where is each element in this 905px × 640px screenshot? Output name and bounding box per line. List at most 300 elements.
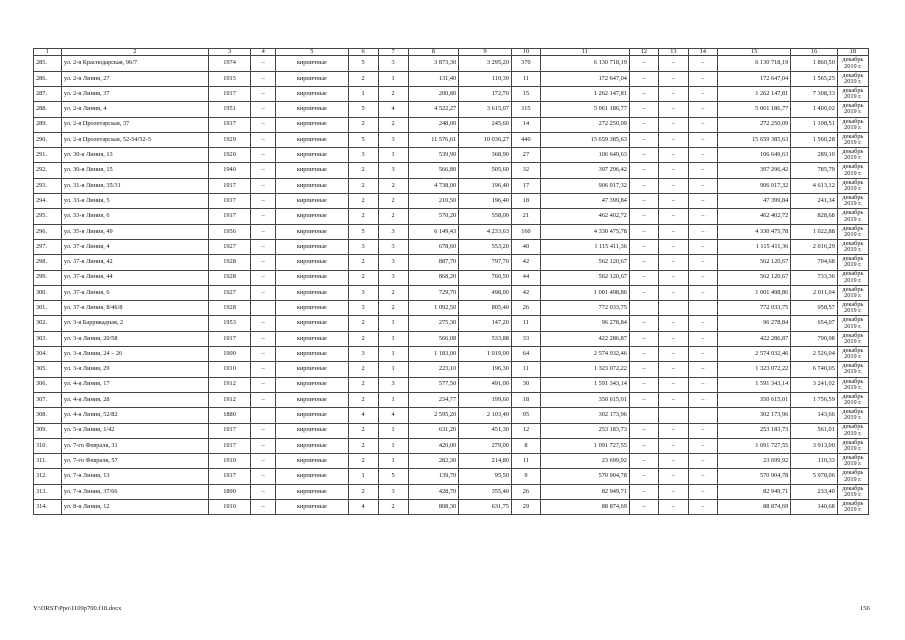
address-cell: ул. 5-я Линия, 1/42 [61, 423, 208, 438]
total-area-cell: 282,30 [408, 454, 459, 469]
residents-cell: 370 [511, 56, 540, 71]
planned-date-cell: декабрь 2019 г. [837, 194, 868, 209]
unit-cost-cell: 1 860,50 [791, 56, 838, 71]
residents-cell: 40 [511, 239, 540, 254]
address-cell: ул. 3-я Линия, 20/58 [61, 331, 208, 346]
row-number-cell: 312. [34, 469, 62, 484]
unit-cost-cell: 4 613,12 [791, 178, 838, 193]
owner-share-cell: – [688, 392, 717, 407]
unit-cost-cell: 733,36 [791, 270, 838, 285]
floors-cell: 4 [348, 408, 378, 423]
budget-share-cell: – [658, 132, 688, 147]
fund-share-cell: – [629, 377, 658, 392]
total-cost-cell: 96 278,84 [540, 316, 629, 331]
unit-cost-cell: 1 560,28 [791, 132, 838, 147]
total-area-cell: 539,90 [408, 148, 459, 163]
entrances-cell: 3 [378, 239, 408, 254]
column-number-1: 1 [34, 49, 62, 56]
budget-share-cell [658, 301, 688, 316]
living-area-cell: 4 233,63 [459, 224, 512, 239]
address-cell: ул. 31-я Линия, 35/31 [61, 178, 208, 193]
table-row [34, 270, 869, 285]
table-row [34, 454, 869, 469]
page-number: 156 [860, 605, 870, 612]
year-built-cell: 1927 [208, 285, 250, 300]
total-area-cell: 428,70 [408, 484, 459, 499]
residents-cell: 32 [511, 163, 540, 178]
living-area-cell: 199,60 [459, 392, 512, 407]
unit-cost-cell: 233,40 [791, 484, 838, 499]
planned-date-cell: декабрь 2019 г. [837, 163, 868, 178]
residents-cell: 95 [511, 408, 540, 423]
total-area-cell: 234,77 [408, 392, 459, 407]
residents-cell: 33 [511, 331, 540, 346]
address-cell: ул. 37-я Линия, 6 [61, 285, 208, 300]
floors-cell: 1 [348, 469, 378, 484]
row-number-cell: 297. [34, 239, 62, 254]
living-area-cell: 368,90 [459, 148, 512, 163]
wall-material-cell: кирпичные [276, 454, 348, 469]
unit-cost-cell: 704,68 [791, 255, 838, 270]
year-reconstructed-cell [251, 301, 276, 316]
wall-material-cell: кирпичные [276, 285, 348, 300]
budget-share-cell: – [658, 362, 688, 377]
wall-material-cell: кирпичные [276, 56, 348, 71]
planned-date-cell: декабрь 2019 г. [837, 56, 868, 71]
floors-cell: 4 [348, 500, 378, 515]
column-number-18: 18 [837, 49, 868, 56]
floors-cell: 2 [348, 255, 378, 270]
budget-share-cell: – [658, 469, 688, 484]
column-number-16: 16 [791, 49, 838, 56]
living-area-cell: 797,70 [459, 255, 512, 270]
total-cost-cell: 272 250,09 [540, 117, 629, 132]
total-cost-cell: 906 017,32 [540, 178, 629, 193]
wall-material-cell: кирпичные [276, 132, 348, 147]
year-reconstructed-cell: – [251, 392, 276, 407]
planned-date-cell: декабрь 2019 г. [837, 392, 868, 407]
entrances-cell: 1 [378, 347, 408, 362]
year-reconstructed-cell: – [251, 331, 276, 346]
table-row [34, 392, 869, 407]
year-reconstructed-cell: – [251, 132, 276, 147]
budget-share-cell: – [658, 423, 688, 438]
living-area-cell: 3 295,20 [459, 56, 512, 71]
wall-material-cell: кирпичные [276, 209, 348, 224]
total-area-cell: 139,70 [408, 469, 459, 484]
fund-share-cell: – [629, 454, 658, 469]
owner-funds-cell: 1 262 147,81 [717, 86, 790, 101]
entrances-cell: 2 [378, 178, 408, 193]
entrances-cell: 1 [378, 71, 408, 86]
owner-share-cell: – [688, 331, 717, 346]
total-area-cell: 200,80 [408, 86, 459, 101]
row-number-cell: 309. [34, 423, 62, 438]
row-number-cell: 295. [34, 209, 62, 224]
row-number-cell: 290. [34, 132, 62, 147]
floors-cell: 3 [348, 301, 378, 316]
planned-date-cell: декабрь 2019 г. [837, 331, 868, 346]
entrances-cell: 1 [378, 423, 408, 438]
planned-date-cell: декабрь 2019 г. [837, 484, 868, 499]
owner-funds-cell: 422 286,87 [717, 331, 790, 346]
living-area-cell: 498,00 [459, 285, 512, 300]
column-number-12: 12 [629, 49, 658, 56]
budget-share-cell: – [658, 347, 688, 362]
owner-funds-cell: 350 615,01 [717, 392, 790, 407]
residents-cell: 160 [511, 224, 540, 239]
year-reconstructed-cell [251, 408, 276, 423]
owner-share-cell: – [688, 255, 717, 270]
living-area-cell: 95,50 [459, 469, 512, 484]
address-cell: ул. 3-я Баррикадная, 2 [61, 316, 208, 331]
entrances-cell: 3 [378, 163, 408, 178]
unit-cost-cell: 289,10 [791, 148, 838, 163]
total-cost-cell: 570 904,78 [540, 469, 629, 484]
total-area-cell: 808,30 [408, 500, 459, 515]
planned-date-cell: декабрь 2019 г. [837, 224, 868, 239]
table-row [34, 316, 869, 331]
unit-cost-cell: 6 740,05 [791, 362, 838, 377]
wall-material-cell: кирпичные [276, 438, 348, 453]
residents-cell: 42 [511, 255, 540, 270]
column-number-4: 4 [251, 49, 276, 56]
fund-share-cell: – [629, 423, 658, 438]
file-path-footer: Y:\ORST\Ppo\1109p700.f18.docx [33, 605, 122, 612]
total-cost-cell: 1 323 072,22 [540, 362, 629, 377]
planned-date-cell: декабрь 2019 г. [837, 301, 868, 316]
owner-share-cell: – [688, 469, 717, 484]
wall-material-cell: кирпичные [276, 239, 348, 254]
total-cost-cell: 23 699,92 [540, 454, 629, 469]
year-built-cell: 1940 [208, 163, 250, 178]
year-built-cell: 1910 [208, 454, 250, 469]
residents-cell: 42 [511, 285, 540, 300]
address-cell: ул. 3-я Линия, 24 – 26 [61, 347, 208, 362]
total-area-cell: 678,60 [408, 239, 459, 254]
planned-date-cell: декабрь 2019 г. [837, 71, 868, 86]
living-area-cell: 451,30 [459, 423, 512, 438]
year-reconstructed-cell: – [251, 377, 276, 392]
year-built-cell: 1917 [208, 117, 250, 132]
budget-share-cell: – [658, 209, 688, 224]
total-area-cell: 566,08 [408, 331, 459, 346]
residents-cell: 14 [511, 117, 540, 132]
owner-share-cell: – [688, 71, 717, 86]
fund-share-cell: – [629, 86, 658, 101]
residents-cell: 30 [511, 377, 540, 392]
fund-share-cell: – [629, 255, 658, 270]
year-reconstructed-cell: – [251, 102, 276, 117]
table-row [34, 71, 869, 86]
floors-cell: 3 [348, 285, 378, 300]
residents-cell: 44 [511, 270, 540, 285]
owner-share-cell: – [688, 86, 717, 101]
row-number-cell: 289. [34, 117, 62, 132]
year-reconstructed-cell: – [251, 86, 276, 101]
owner-funds-cell: 6 130 718,19 [717, 56, 790, 71]
unit-cost-cell: 785,79 [791, 163, 838, 178]
living-area-cell: 10 036,27 [459, 132, 512, 147]
address-cell: ул. 7-я Линия, 37/66 [61, 484, 208, 499]
row-number-cell: 287. [34, 86, 62, 101]
living-area-cell: 196,40 [459, 178, 512, 193]
living-area-cell: 196,40 [459, 194, 512, 209]
address-cell: ул. 2-я Линия, 4 [61, 102, 208, 117]
wall-material-cell: кирпичные [276, 377, 348, 392]
table-row [34, 209, 869, 224]
total-cost-cell: 47 399,84 [540, 194, 629, 209]
budget-share-cell: – [658, 224, 688, 239]
owner-funds-cell: 2 574 032,46 [717, 347, 790, 362]
budget-share-cell: – [658, 178, 688, 193]
total-area-cell: 1 183,00 [408, 347, 459, 362]
row-number-cell: 304. [34, 347, 62, 362]
row-number-cell: 307. [34, 392, 62, 407]
owner-share-cell: – [688, 163, 717, 178]
entrances-cell: 3 [378, 270, 408, 285]
address-cell: ул. 35-я Линия, 49 [61, 224, 208, 239]
living-area-cell: 3 615,07 [459, 102, 512, 117]
entrances-cell: 3 [378, 224, 408, 239]
living-area-cell: 279,00 [459, 438, 512, 453]
row-number-cell: 313. [34, 484, 62, 499]
living-area-cell: 245,60 [459, 117, 512, 132]
wall-material-cell: кирпичные [276, 347, 348, 362]
owner-funds-cell: 23 699,92 [717, 454, 790, 469]
address-cell: ул. 37-я Линия, 8/46/8 [61, 301, 208, 316]
wall-material-cell: кирпичные [276, 484, 348, 499]
planned-date-cell: декабрь 2019 г. [837, 132, 868, 147]
table-row [34, 86, 869, 101]
entrances-cell: 5 [378, 469, 408, 484]
living-area-cell: 355,40 [459, 484, 512, 499]
total-area-cell: 248,00 [408, 117, 459, 132]
row-number-cell: 296. [34, 224, 62, 239]
budget-share-cell: – [658, 392, 688, 407]
unit-cost-cell: 561,01 [791, 423, 838, 438]
year-reconstructed-cell: – [251, 163, 276, 178]
year-reconstructed-cell: – [251, 148, 276, 163]
unit-cost-cell: 5 978,06 [791, 469, 838, 484]
entrances-cell: 1 [378, 392, 408, 407]
living-area-cell: 631,75 [459, 500, 512, 515]
residents-cell: 11 [511, 71, 540, 86]
row-number-cell: 306. [34, 377, 62, 392]
unit-cost-cell: 1 108,51 [791, 117, 838, 132]
fund-share-cell: – [629, 484, 658, 499]
address-cell: ул. 7-го Февраля, 57 [61, 454, 208, 469]
living-area-cell: 1 019,00 [459, 347, 512, 362]
owner-funds-cell: 96 278,84 [717, 316, 790, 331]
wall-material-cell: кирпичные [276, 194, 348, 209]
owner-share-cell: – [688, 377, 717, 392]
year-reconstructed-cell: – [251, 178, 276, 193]
budget-share-cell: – [658, 56, 688, 71]
row-number-cell: 300. [34, 285, 62, 300]
entrances-cell: 3 [378, 377, 408, 392]
residents-cell: 21 [511, 209, 540, 224]
row-number-cell: 302. [34, 316, 62, 331]
year-built-cell: 1912 [208, 392, 250, 407]
address-cell: ул. 3-я Линия, 29 [61, 362, 208, 377]
living-area-cell: 214,80 [459, 454, 512, 469]
wall-material-cell: кирпичные [276, 224, 348, 239]
total-area-cell: 4 738,00 [408, 178, 459, 193]
living-area-cell: 533,88 [459, 331, 512, 346]
unit-cost-cell: 1 756,59 [791, 392, 838, 407]
year-reconstructed-cell: – [251, 423, 276, 438]
total-area-cell: 420,00 [408, 438, 459, 453]
row-number-cell: 286. [34, 71, 62, 86]
budget-share-cell: – [658, 102, 688, 117]
total-cost-cell: 172 647,04 [540, 71, 629, 86]
wall-material-cell: кирпичные [276, 117, 348, 132]
unit-cost-cell: 1 022,88 [791, 224, 838, 239]
planned-date-cell: декабрь 2019 г. [837, 148, 868, 163]
year-built-cell: 1920 [208, 148, 250, 163]
floors-cell: 2 [348, 331, 378, 346]
column-number-13: 13 [658, 49, 688, 56]
fund-share-cell: – [629, 178, 658, 193]
entrances-cell: 3 [378, 56, 408, 71]
total-area-cell: 868,20 [408, 270, 459, 285]
budget-share-cell: – [658, 377, 688, 392]
total-cost-cell: 350 615,01 [540, 392, 629, 407]
unit-cost-cell: 1 400,02 [791, 102, 838, 117]
entrances-cell: 1 [378, 362, 408, 377]
floors-cell: 2 [348, 362, 378, 377]
budget-share-cell: – [658, 239, 688, 254]
floors-cell: 2 [348, 163, 378, 178]
address-cell: ул. 2-я Краснодарская, 96/7 [61, 56, 208, 71]
wall-material-cell: кирпичные [276, 178, 348, 193]
total-area-cell: 577,50 [408, 377, 459, 392]
living-area-cell: 110,30 [459, 71, 512, 86]
year-built-cell: 1915 [208, 71, 250, 86]
fund-share-cell [629, 408, 658, 423]
planned-date-cell: декабрь 2019 г. [837, 469, 868, 484]
budget-share-cell: – [658, 194, 688, 209]
entrances-cell: 4 [378, 102, 408, 117]
floors-cell: 2 [348, 178, 378, 193]
wall-material-cell: кирпичные [276, 316, 348, 331]
year-reconstructed-cell: – [251, 316, 276, 331]
row-number-cell: 292. [34, 163, 62, 178]
year-reconstructed-cell: – [251, 270, 276, 285]
row-number-cell: 301. [34, 301, 62, 316]
floors-cell: 2 [348, 270, 378, 285]
residents-cell: 115 [511, 102, 540, 117]
living-area-cell: 147,20 [459, 316, 512, 331]
owner-share-cell: – [688, 500, 717, 515]
residents-cell: 18 [511, 194, 540, 209]
planned-date-cell: декабрь 2019 г. [837, 377, 868, 392]
column-number-row [34, 49, 869, 56]
fund-share-cell: – [629, 500, 658, 515]
year-reconstructed-cell: – [251, 469, 276, 484]
wall-material-cell: кирпичные [276, 392, 348, 407]
floors-cell: 2 [348, 377, 378, 392]
address-cell: ул. 37-я Линия, 44 [61, 270, 208, 285]
address-cell: ул. 33-я Линия, 6 [61, 209, 208, 224]
living-area-cell: 553,20 [459, 239, 512, 254]
column-number-6: 6 [348, 49, 378, 56]
total-area-cell: 1 092,50 [408, 301, 459, 316]
year-built-cell: 1917 [208, 331, 250, 346]
table-row [34, 102, 869, 117]
planned-date-cell: декабрь 2019 г. [837, 362, 868, 377]
fund-share-cell: – [629, 71, 658, 86]
owner-funds-cell: 4 330 475,78 [717, 224, 790, 239]
budget-share-cell: – [658, 285, 688, 300]
planned-date-cell: декабрь 2019 г. [837, 316, 868, 331]
entrances-cell: 2 [378, 285, 408, 300]
year-reconstructed-cell: – [251, 71, 276, 86]
table-row [34, 255, 869, 270]
residents-cell: 11 [511, 316, 540, 331]
owner-share-cell: – [688, 285, 717, 300]
owner-funds-cell: 88 874,69 [717, 500, 790, 515]
owner-funds-cell: 172 647,04 [717, 71, 790, 86]
fund-share-cell: – [629, 102, 658, 117]
column-number-14: 14 [688, 49, 717, 56]
owner-share-cell: – [688, 224, 717, 239]
row-number-cell: 294. [34, 194, 62, 209]
row-number-cell: 305. [34, 362, 62, 377]
year-reconstructed-cell: – [251, 224, 276, 239]
address-cell: ул. 7-я Линия, 13 [61, 469, 208, 484]
total-cost-cell: 562 120,67 [540, 255, 629, 270]
budget-share-cell: – [658, 438, 688, 453]
column-number-10: 10 [511, 49, 540, 56]
fund-share-cell: – [629, 362, 658, 377]
living-area-cell: 491,00 [459, 377, 512, 392]
address-cell: ул. 2-я Линия, 37 [61, 86, 208, 101]
residents-cell: 12 [511, 423, 540, 438]
address-cell: ул. 30-я Линия, 13 [61, 148, 208, 163]
budget-share-cell: – [658, 316, 688, 331]
unit-cost-cell: 140,68 [791, 500, 838, 515]
floors-cell: 2 [348, 209, 378, 224]
floors-cell: 1 [348, 86, 378, 101]
row-number-cell: 310. [34, 438, 62, 453]
owner-funds-cell: 906 017,32 [717, 178, 790, 193]
year-built-cell: 1917 [208, 86, 250, 101]
entrances-cell: 1 [378, 331, 408, 346]
living-area-cell: 2 103,40 [459, 408, 512, 423]
owner-share-cell: – [688, 209, 717, 224]
owner-share-cell: – [688, 270, 717, 285]
housing-register-table [33, 48, 869, 515]
owner-funds-cell: 106 649,63 [717, 148, 790, 163]
budget-share-cell: – [658, 117, 688, 132]
total-cost-cell: 2 574 032,46 [540, 347, 629, 362]
owner-share-cell: – [688, 178, 717, 193]
year-reconstructed-cell: – [251, 255, 276, 270]
owner-funds-cell: 15 659 385,63 [717, 132, 790, 147]
unit-cost-cell: 958,57 [791, 301, 838, 316]
year-reconstructed-cell: – [251, 362, 276, 377]
total-area-cell: 3 873,30 [408, 56, 459, 71]
table-row [34, 362, 869, 377]
table-row [34, 408, 869, 423]
floors-cell: 5 [348, 224, 378, 239]
entrances-cell: 1 [378, 148, 408, 163]
wall-material-cell: кирпичные [276, 86, 348, 101]
planned-date-cell: декабрь 2019 г. [837, 270, 868, 285]
year-built-cell: 1912 [208, 377, 250, 392]
